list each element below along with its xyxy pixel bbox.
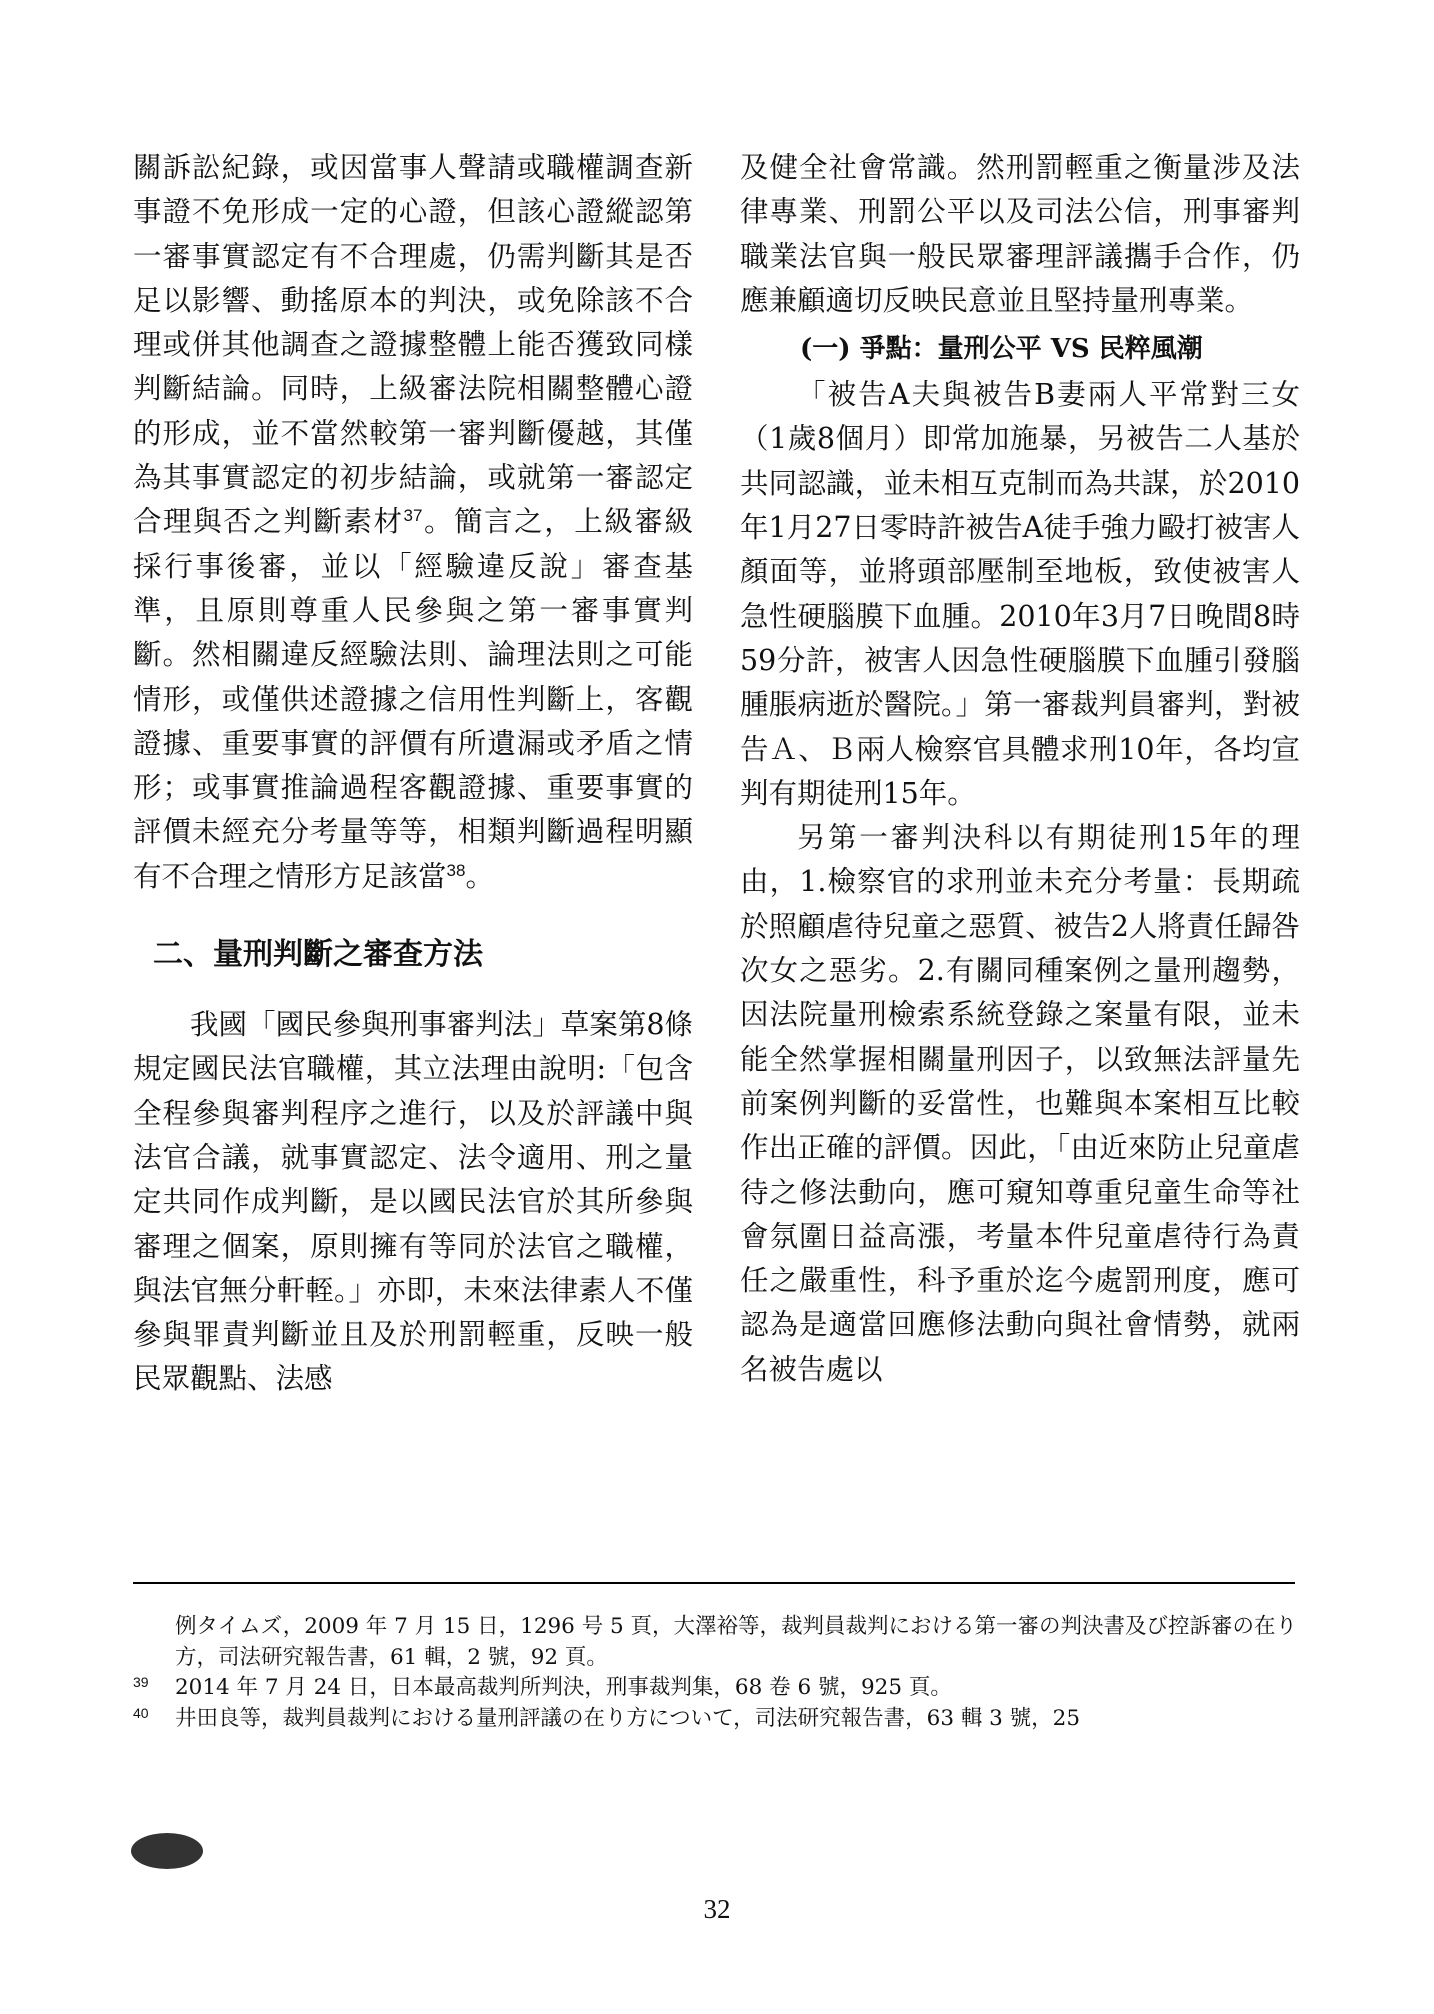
paragraph-case-facts: 「被告A夫與被告B妻兩人平常對三女（1歲8個月）即常加施暴，另被告二人基於共同認識，並未相互克制而為共謀，於2010年1月27日零時許被告A徒手強力毆打被害人顏面等，並將頭部壓制至地板，致使被害人急性硬腦膜下血腫。2010年3月7日晚間8時59分許，被害人因急性硬腦膜下血腫引發腦腫脹病逝於醫院。」第一審裁判員審判，對被告Ａ、Ｂ兩人檢察官具體求刑10年，各均宣判有期徒刑15年。 [740, 378, 1300, 810]
sub-heading: (一) 爭點：量刑公平 VS 民粹風潮 [800, 334, 1203, 365]
left-column [133, 146, 693, 1402]
right-column [740, 146, 1300, 1392]
footnote-continued [133, 1612, 1303, 1673]
paragraph-text: 。簡言之，上級審級採行事後審，並以「經驗違反說」審查基準，且原則尊重人民參與之第一審事實判斷。然相關違反經驗法則、論理法則之可能情形，或僅供述證據之信用性判斷上，客觀證據、重要事實的評價有所遺漏或矛盾之情形；或事實推論過程客觀證據、重要事實的評價未經充分考量等等，相類判斷過程明顯有不合理之情形方足該當 [133, 505, 693, 893]
footnote-text: 例タイムズ，2009 年 7 月 15 日，1296 号 5 頁，大澤裕等，裁判員裁判における第一審の判決書及び控訴審の在り方，司法研究報告書，61 輯，2 號，92 頁。 [175, 1614, 1298, 1670]
paragraph-text: 關訴訟紀錄，或因當事人聲請或職權調查新事證不免形成一定的心證，但該心證縱認第一審事實認定有不合理處，仍需判斷其是否足以影響、動搖原本的判決，或免除該不合理或併其他調查之證據整體上能否獲致同樣判斷結論。同時，上級審法院相關整體心證的形成，並不當然較第一審判斷優越，其僅為其事實認定的初步結論，或就第一審認定合理與否之判斷素材 [133, 151, 693, 539]
footnote-ref-37[interactable]: 37 [403, 506, 423, 526]
footnote-divider [133, 1582, 1295, 1584]
paragraph-citizen-judge-act: 我國「國民參與刑事審判法」草案第8條規定國民法官職權，其立法理由說明:「包含全程參與審判程序之進行，以及於評議中與法官合議，就事實認定、法令適用、刑之量定共同作成判斷，是以國民法官於其所參與審理之個案，原則擁有等同於法官之職權，與法官無分軒輊。」亦即，未來法律素人不僅參與罪責判斷並且及於刑罰輕重，反映一般民眾觀點、法感 [133, 1008, 693, 1396]
page-marker-ellipse-icon [131, 1833, 203, 1869]
paragraph-appellate-review [133, 146, 693, 899]
footnotes [133, 1612, 1303, 1734]
footnote-40 [133, 1704, 1303, 1735]
paragraph-sentencing-reasons: 另第一審判決科以有期徒刑15年的理由，1.檢察官的求刑並未充分考量：長期疏於照顧虐待兒童之惡質、被告2人將責任歸咎次女之惡劣。2.有關同種案例之量刑趨勢，因法院量刑檢索系統登錄之案量有限，並未能全然掌握相關量刑因子，以致無法評量先前案例判斷的妥當性，也難與本案相互比較作出正確的評價。因此，「由近來防止兒童虐待之修法動向，應可窺知尊重兒童生命等社會氛圍日益高漲，考量本件兒童虐待行為責任之嚴重性，科予重於迄今處罰刑度，應可認為是適當回應修法動向與社會情勢，就兩名被告處以 [740, 821, 1300, 1386]
footnote-text: 2014 年 7 月 24 日，日本最高裁判所判決，刑事裁判集，68 卷 6 號，925 頁。 [175, 1675, 952, 1700]
footnote-number: 40 [133, 1704, 149, 1721]
footnote-ref-38[interactable]: 38 [446, 860, 466, 880]
paragraph-social-common-sense: 及健全社會常識。然刑罰輕重之衡量涉及法律專業、刑罰公平以及司法公信，刑事審判職業法官與一般民眾審理評議攜手合作，仍應兼顧適切反映民意並且堅持量刑專業。 [740, 151, 1300, 317]
paragraph-text: 。 [465, 859, 494, 893]
footnote-39 [133, 1673, 1303, 1704]
footnote-number: 39 [133, 1674, 149, 1690]
section-heading: 二、量刑判斷之審查方法 [153, 938, 483, 972]
footnote-text: 井田良等，裁判員裁判における量刑評議の在り方について，司法研究報告書，63 輯 3 號，25 [175, 1705, 1081, 1731]
page-number: 32 [703, 1894, 731, 1924]
